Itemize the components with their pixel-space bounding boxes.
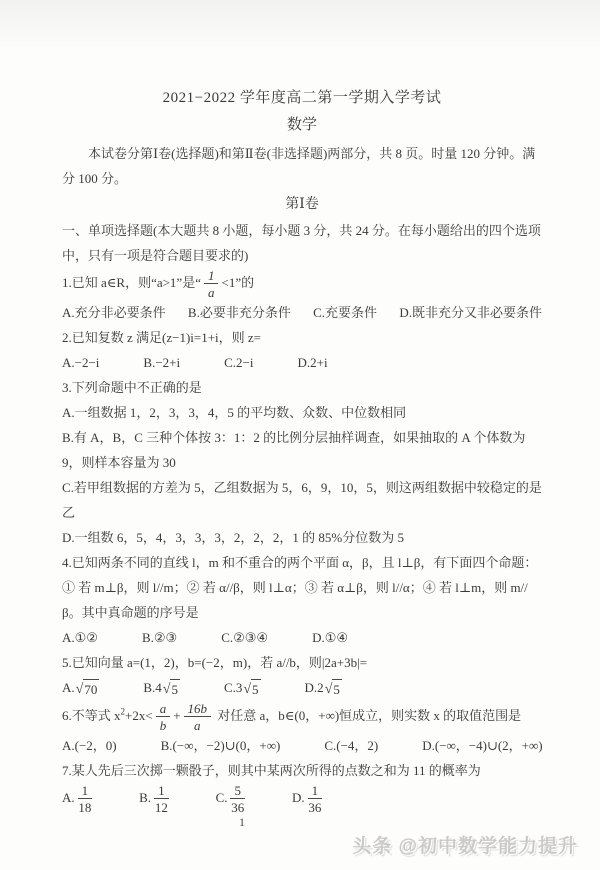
options: [62, 675, 542, 701]
question-4: [62, 550, 542, 650]
option: [62, 475, 542, 525]
fraction-numerator: 1: [204, 268, 219, 284]
math-text: A.(−2，0): [62, 738, 117, 753]
fraction-numerator: a: [156, 701, 171, 717]
section-heading: 第Ⅰ卷: [285, 197, 319, 212]
exam-intro: 本试卷分第Ⅰ卷(选择题)和第Ⅱ卷(非选择题)两部分，共 8 页。时量 120 分钟。满分 100 分。: [62, 146, 536, 186]
question-stem: [62, 550, 542, 625]
question-stem: [62, 268, 542, 300]
math-text: 4.已知两条不同的直线 l，m 和不重合的两个平面 α，β，且 l⊥β，有下面四个命题：① 若 m⊥β，则 l//m；② 若 α//β，则 l⊥α；③ 若 α⊥β，则 l//α；④ 若 l⊥m，则 m//β。其中真命题的序号是: [62, 555, 538, 620]
question-3: [62, 375, 542, 550]
questions: [62, 268, 542, 815]
fraction-denominator: 36: [231, 800, 245, 815]
fraction-denominator: 18: [78, 800, 92, 815]
exam-title: 2021−2022 学年度高二第一学期入学考试: [162, 90, 442, 106]
options: [62, 400, 542, 550]
question-5: [62, 650, 542, 701]
math-text: +: [173, 707, 181, 723]
superscript: 2: [120, 706, 126, 717]
option: [62, 675, 99, 701]
question-stem: [62, 701, 542, 733]
option: [188, 300, 291, 325]
math-text: A.一组数据 1，2，3，3，4，5 的平均数、众数、中位数相同: [62, 405, 407, 420]
radicand: 5: [251, 679, 261, 699]
option: [62, 400, 542, 425]
math-text: A.①②: [62, 630, 98, 645]
math-text: B.: [139, 789, 152, 805]
math-text: A.−2−i: [62, 355, 100, 370]
math-text: B.必要非充分条件: [187, 305, 291, 320]
option: [62, 625, 98, 650]
math-text: B.②③: [141, 630, 178, 645]
math-text: D.2+i: [297, 355, 328, 370]
option: [313, 300, 377, 325]
question-1: [62, 268, 542, 325]
option: [221, 625, 268, 650]
page-number: 1: [239, 815, 245, 829]
option: [305, 675, 342, 701]
math-text: B.−2+i: [143, 355, 181, 370]
question-stem: [62, 758, 542, 783]
fraction: [156, 701, 171, 733]
option: [224, 350, 253, 375]
fraction-denominator: a: [194, 718, 201, 733]
radical-sign-icon: √: [324, 682, 333, 697]
math-text: <1”的: [221, 274, 255, 290]
option: [161, 733, 281, 758]
math-text: 6.不等式 x: [62, 707, 121, 723]
math-text: 对任意 a，b∈(0，+∞)恒成立，则实数 x 的取值范围是: [214, 707, 522, 723]
radicand: 70: [83, 679, 99, 699]
fraction-numerator: 1: [308, 783, 323, 799]
fraction-denominator: a: [207, 285, 215, 300]
fraction: [184, 701, 212, 733]
math-text: 1.已知 a∈R，则“a>1”是“: [62, 274, 201, 290]
options: [62, 350, 542, 375]
option: [62, 733, 117, 758]
option: [143, 675, 180, 701]
fraction-numerator: 16b: [184, 701, 212, 717]
math-text: C.: [215, 789, 228, 805]
fraction: [204, 268, 219, 300]
radicand: 5: [332, 679, 342, 699]
option: [224, 675, 261, 701]
math-text: 2.已知复数 z 满足(z−1)i=1+i，则 z=: [62, 330, 262, 345]
radicand: 5: [170, 679, 180, 699]
math-text: D.2: [304, 680, 324, 695]
fraction-denominator: b: [159, 718, 167, 733]
math-text: B.有 A，B，C 三种个体按 3：1：2 的比例分层抽样调查，如果抽取的 A 个体数为 9，则样本容量为 30: [62, 430, 526, 470]
math-text: C.3: [223, 680, 243, 695]
options: [62, 733, 542, 758]
math-text: C.(−4，2): [324, 738, 379, 753]
math-text: C.充要条件: [313, 305, 378, 320]
question-stem: [62, 375, 542, 400]
math-text: +2x<: [125, 707, 153, 723]
question-stem: [62, 650, 542, 675]
fraction-numerator: 1: [154, 783, 169, 799]
math-text: B.(−∞，−2)∪(0，+∞): [160, 738, 281, 753]
square-root: [163, 676, 180, 701]
radical-sign-icon: √: [75, 682, 84, 697]
math-text: 5.已知向量 a=(1，2)，b=(−2，m)，若 a//b，则|2a+3b|=: [62, 655, 368, 670]
math-text: D.一组数 6，5，4，3，3，3，2，2，2，1 的 85%分位数为 5: [62, 530, 404, 545]
question-7: [62, 758, 542, 815]
fraction-denominator: 36: [308, 800, 322, 815]
math-text: D.既非充分又非必要条件: [399, 305, 542, 320]
math-text: C.②③④: [221, 630, 269, 645]
option: [142, 625, 177, 650]
options: [62, 300, 542, 325]
option: [324, 733, 378, 758]
option: [62, 350, 99, 375]
math-text: A.充分非必要条件: [62, 305, 166, 320]
math-text: 3.下列命题中不正确的是: [62, 380, 202, 395]
option: [62, 300, 166, 325]
fraction-denominator: 12: [154, 800, 168, 815]
radical-sign-icon: √: [162, 682, 171, 697]
math-text: A.: [62, 680, 75, 695]
option: [62, 425, 542, 475]
math-text: C.2−i: [224, 355, 254, 370]
option: [62, 525, 542, 550]
option: [312, 625, 348, 650]
square-root: [243, 676, 260, 701]
question-2: [62, 325, 542, 375]
question-stem: [62, 325, 542, 350]
exam-subject: 数学: [286, 117, 317, 133]
fraction-numerator: 5: [230, 783, 245, 799]
watermark: 头条 @初中数学能力提升: [352, 836, 578, 857]
question-6: [62, 701, 542, 758]
fraction-numerator: 1: [78, 783, 93, 799]
radical-sign-icon: √: [243, 682, 252, 697]
math-text: B.4: [143, 680, 162, 695]
option: [143, 350, 180, 375]
math-text: D.①④: [312, 630, 349, 645]
math-text: D.: [291, 789, 305, 805]
option: [399, 300, 542, 325]
option: [422, 733, 542, 758]
math-text: A.: [62, 789, 75, 805]
square-root: [76, 676, 100, 701]
options: [62, 625, 542, 650]
math-text: D.(−∞，−4)∪(2，+∞): [422, 738, 543, 753]
math-text: 7.某人先后三次掷一颗骰子，则其中某两次所得的点数之和为 11 的概率为: [62, 763, 481, 778]
square-root: [325, 676, 342, 701]
option: [298, 350, 328, 375]
math-text: C.若甲组数据的方差为 5，乙组数据为 5，6，9，10，5，则这两组数据中较稳定的是乙: [62, 480, 542, 520]
question-group-heading: 一、单项选择题(本大题共 8 小题，每小题 3 分，共 24 分。在每小题给出的四个选项中，只有一项是符合题目要求的): [62, 223, 541, 263]
